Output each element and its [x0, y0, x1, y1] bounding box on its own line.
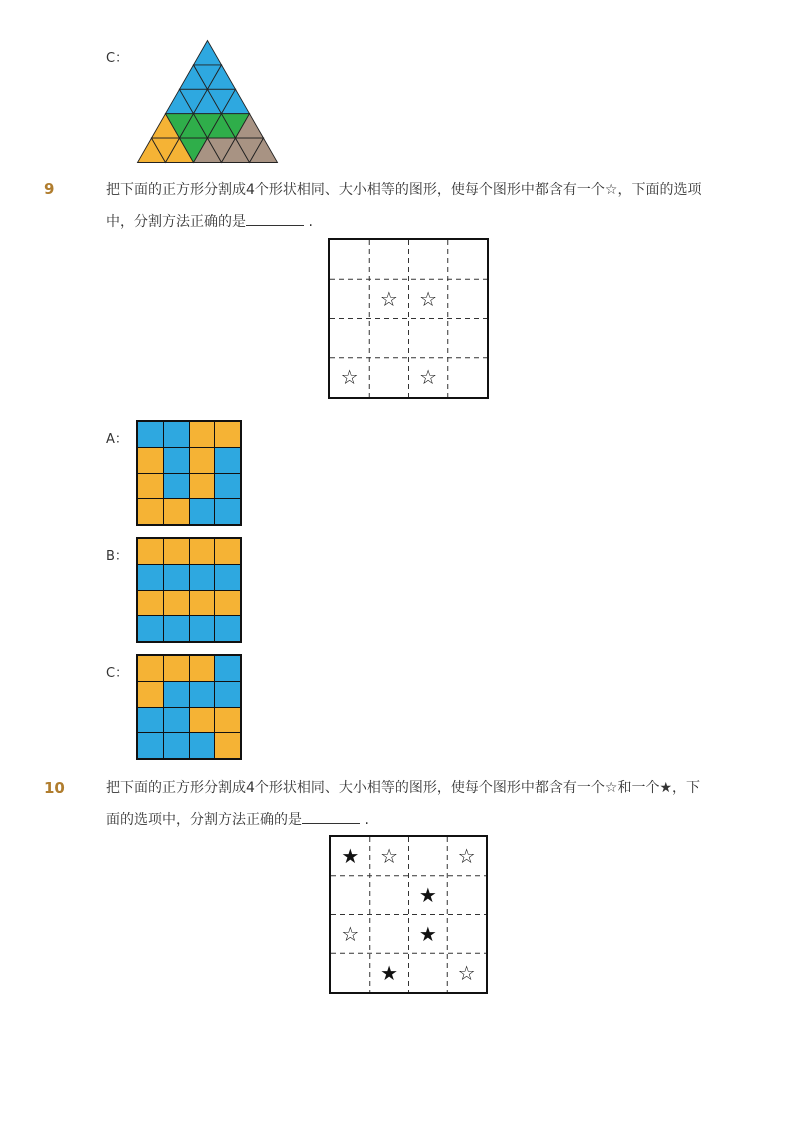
grid-tile: [164, 448, 189, 473]
outline-star-icon: ☆: [419, 286, 438, 311]
grid-tile: [164, 422, 189, 447]
q10-text-prefix: 面的选项中，分割方法正确的是: [106, 812, 302, 828]
grid-tile: [190, 591, 215, 616]
q8-triangle-figure: [135, 38, 280, 165]
grid-tile: [215, 682, 240, 707]
grid-tile: [190, 733, 215, 758]
grid-tile: [190, 682, 215, 707]
grid-tile: [138, 682, 163, 707]
q9-number: 9: [44, 180, 55, 198]
grid-tile: [164, 499, 189, 524]
empty-cell: [330, 279, 369, 318]
grid-tile: [215, 708, 240, 733]
triangle-tile: [194, 41, 222, 65]
grid-tile: [215, 422, 240, 447]
grid-tile: [138, 733, 163, 758]
grid-tile: [164, 708, 189, 733]
empty-cell: [409, 240, 448, 279]
outline-star-icon: ☆: [379, 286, 398, 311]
q9-option-a-grid[interactable]: [136, 420, 242, 526]
q9-text-line1: 把下面的正方形分割成4个形状相同、大小相等的图形，使每个图形中都含有一个☆，下面的选项: [106, 182, 702, 198]
grid-tile: [215, 565, 240, 590]
q10-text-suffix: .: [364, 812, 369, 828]
grid-tile: [138, 539, 163, 564]
grid-tile: [164, 733, 189, 758]
grid-tile: [164, 539, 189, 564]
empty-cell: [447, 876, 486, 915]
outline-star-icon: ☆: [457, 960, 476, 985]
outline-star-icon: ☆: [380, 844, 399, 869]
filled-star-icon: ★: [341, 844, 360, 869]
grid-tile: [215, 591, 240, 616]
empty-cell: [369, 319, 408, 358]
grid-tile: [215, 656, 240, 681]
q10-number: 10: [44, 779, 65, 797]
q10-text-line1: 把下面的正方形分割成4个形状相同、大小相等的图形，使每个图形中都含有一个☆和一个★，下: [106, 780, 701, 796]
grid-tile: [215, 448, 240, 473]
empty-cell: [330, 240, 369, 279]
grid-tile: [190, 539, 215, 564]
q10-star-grid: [329, 835, 488, 994]
q9-star-grid: [328, 238, 489, 399]
grid-tile: [164, 682, 189, 707]
grid-tile: [164, 656, 189, 681]
q9-text-prefix: 中，分割方法正确的是: [106, 214, 246, 230]
grid-tile: [138, 448, 163, 473]
q9-question-text: [106, 174, 726, 238]
empty-cell: [448, 240, 487, 279]
empty-cell: [369, 358, 408, 397]
q9-text-suffix: .: [308, 214, 313, 230]
grid-tile: [190, 499, 215, 524]
q10-text-line2: [106, 804, 726, 836]
grid-tile: [138, 591, 163, 616]
grid-tile: [215, 474, 240, 499]
grid-tile: [138, 565, 163, 590]
grid-tile: [190, 616, 215, 641]
outline-star-icon: ☆: [340, 365, 359, 390]
empty-cell: [369, 240, 408, 279]
q9-answer-blank[interactable]: [246, 211, 304, 226]
empty-cell: [448, 358, 487, 397]
empty-cell: [331, 876, 370, 915]
outline-star-icon: ☆: [419, 365, 438, 390]
empty-cell: [409, 319, 448, 358]
grid-tile: [215, 733, 240, 758]
q10-question-text: [106, 772, 726, 836]
empty-cell: [331, 953, 370, 992]
grid-tile: [215, 616, 240, 641]
q9-option-b-grid[interactable]: [136, 537, 242, 643]
grid-tile: [190, 448, 215, 473]
grid-tile: [138, 499, 163, 524]
outline-star-icon: ☆: [341, 921, 360, 946]
q9-option-a-label: A：: [106, 432, 128, 447]
filled-star-icon: ★: [418, 883, 437, 908]
grid-tile: [138, 656, 163, 681]
outline-star-icon: ☆: [457, 844, 476, 869]
empty-cell: [448, 319, 487, 358]
q8-option-c-label: C：: [106, 51, 129, 66]
empty-cell: [409, 953, 448, 992]
grid-tile: [138, 616, 163, 641]
grid-tile: [190, 422, 215, 447]
grid-tile: [190, 656, 215, 681]
grid-tile: [190, 474, 215, 499]
empty-cell: [370, 876, 409, 915]
q9-option-b-label: B：: [106, 549, 128, 564]
grid-tile: [164, 565, 189, 590]
grid-tile: [138, 422, 163, 447]
q9-text-line2: [106, 206, 726, 238]
grid-tile: [215, 499, 240, 524]
q9-option-c-label: C：: [106, 666, 129, 681]
empty-cell: [447, 915, 486, 954]
empty-cell: [409, 837, 448, 876]
grid-tile: [138, 708, 163, 733]
empty-cell: [448, 279, 487, 318]
grid-tile: [190, 708, 215, 733]
filled-star-icon: ★: [418, 921, 437, 946]
grid-tile: [164, 474, 189, 499]
grid-tile: [190, 565, 215, 590]
grid-tile: [138, 474, 163, 499]
empty-cell: [330, 319, 369, 358]
grid-tile: [164, 591, 189, 616]
q10-answer-blank[interactable]: [302, 809, 360, 824]
grid-tile: [215, 539, 240, 564]
filled-star-icon: ★: [380, 960, 399, 985]
empty-cell: [370, 915, 409, 954]
grid-tile: [164, 616, 189, 641]
q9-option-c-grid[interactable]: [136, 654, 242, 760]
